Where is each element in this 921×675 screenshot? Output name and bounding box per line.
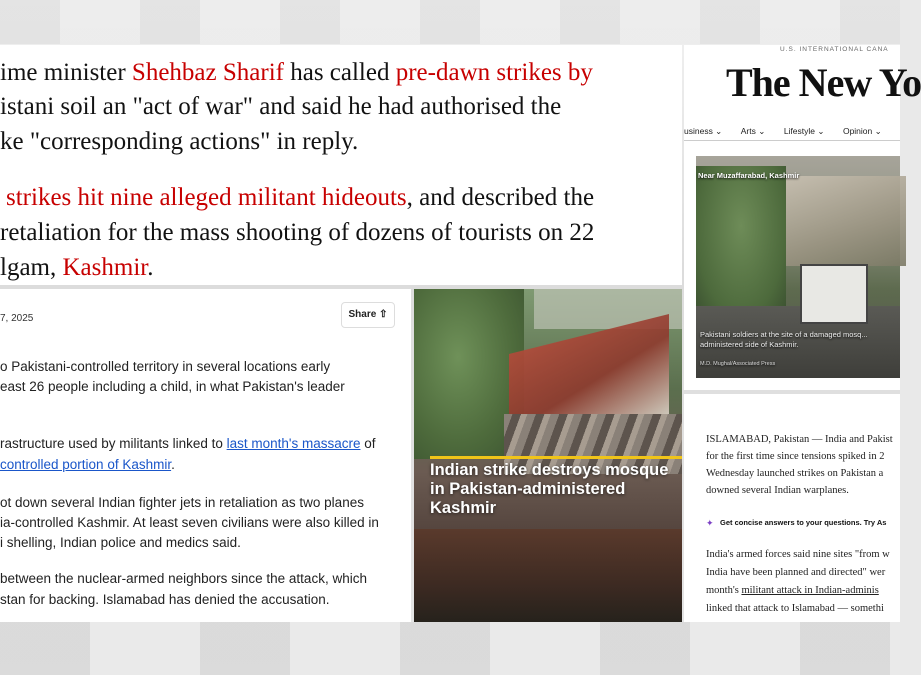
caption-accent-bar <box>430 456 682 459</box>
photo-credit: M.D. Mughal/Associated Press <box>700 361 776 367</box>
nav-item-arts[interactable]: Arts ⌄ <box>740 126 766 136</box>
sparkle-icon: ✦ <box>706 517 714 528</box>
quote-line-4: strikes hit nine alleged militant hideouts, and described the <box>6 184 595 211</box>
video-frame-panel[interactable] <box>414 289 682 622</box>
article-line: east 26 people including a child, in what Pakistan's leader <box>0 379 345 394</box>
photo-truck <box>800 264 868 324</box>
quote-line-6: lgam, Kashmir. <box>0 254 154 281</box>
article-line: India have been planned and directed" wer <box>706 567 886 578</box>
photo-ground <box>414 529 682 622</box>
nyt-logo[interactable]: The New Yo <box>726 60 921 105</box>
edition-selector[interactable]: U.S. INTERNATIONAL CANA <box>780 46 889 53</box>
photo-hillside <box>786 176 906 266</box>
article-line: stan for backing. Islamabad has denied the accusation. <box>0 592 330 607</box>
background-strip-bottom <box>0 622 900 675</box>
article-line: between the nuclear-armed neighbors since the attack, which <box>0 571 367 586</box>
quote-line-2: istani soil an "act of war" and said he had authorised the <box>0 93 562 120</box>
ask-ai-prompt[interactable]: ✦ Get concise answers to your questions. Try As <box>706 517 887 528</box>
news-article-panel <box>0 289 411 622</box>
article-link-hideouts[interactable]: strikes hit nine alleged militant hideouts <box>6 184 407 211</box>
article-line: o Pakistani-controlled territory in several locations early <box>0 359 331 374</box>
article-line: ia-controlled Kashmir. At least seven civilians were also killed in <box>0 515 379 530</box>
article-line: month's militant attack in Indian-adminis <box>706 585 879 596</box>
news-quote-panel <box>0 45 682 285</box>
share-icon: ⇧ <box>379 309 388 320</box>
article-line: ISLAMABAD, Pakistan — India and Pakist <box>706 434 893 445</box>
nav-item-business[interactable]: usiness ⌄ <box>684 126 723 136</box>
nyt-header-panel <box>684 45 921 390</box>
share-button[interactable]: Share ⇧ <box>341 302 395 328</box>
article-line: downed several Indian warplanes. <box>706 485 849 496</box>
article-line: ot down several Indian fighter jets in retaliation as two planes <box>0 495 364 510</box>
link-controlled-kashmir[interactable]: controlled portion of Kashmir <box>0 457 172 472</box>
section-nav <box>684 121 900 135</box>
article-line: linked that attack to Islamabad — somethi <box>706 603 884 614</box>
nav-divider <box>684 140 900 141</box>
link-last-months-massacre[interactable]: last month's massacre <box>226 436 361 451</box>
article-line: rastructure used by militants linked to last month's massacre of <box>0 436 376 451</box>
article-line: controlled portion of Kashmir. <box>0 457 175 472</box>
quote-line-3: ke "corresponding actions" in reply. <box>0 128 359 155</box>
article-line: Wednesday launched strikes on Pakistan a <box>706 468 884 479</box>
quote-line-5: retaliation for the mass shooting of dozens of tourists on 22 <box>0 219 595 246</box>
article-line: India's armed forces said nine sites "from w <box>706 549 890 560</box>
nyt-article-panel <box>684 394 900 622</box>
article-line: for the first time since tensions spiked in 2 <box>706 451 885 462</box>
background-strip-top <box>0 0 900 44</box>
photo-location-label: Near Muzaffarabad, Kashmir <box>698 171 800 180</box>
article-date: 7, 2025 <box>0 313 34 324</box>
video-caption: Indian strike destroys mosque in Pakistan-administered Kashmir <box>430 461 669 517</box>
nav-item-opinion[interactable]: Opinion ⌄ <box>842 126 882 136</box>
photo-trees <box>696 166 786 316</box>
quote-line-1: ime minister Shehbaz Sharif has called pre-dawn strikes by <box>0 59 593 86</box>
nav-item-lifestyle[interactable]: Lifestyle ⌄ <box>783 126 825 136</box>
article-link-kashmir[interactable]: Kashmir <box>62 254 148 281</box>
link-militant-attack[interactable]: militant attack in Indian-adminis <box>741 585 879 596</box>
article-line: i shelling, Indian police and medics said. <box>0 535 241 550</box>
photo-caption: Pakistani soldiers at the site of a damaged mosq... administered side of Kashmir. <box>700 330 868 349</box>
